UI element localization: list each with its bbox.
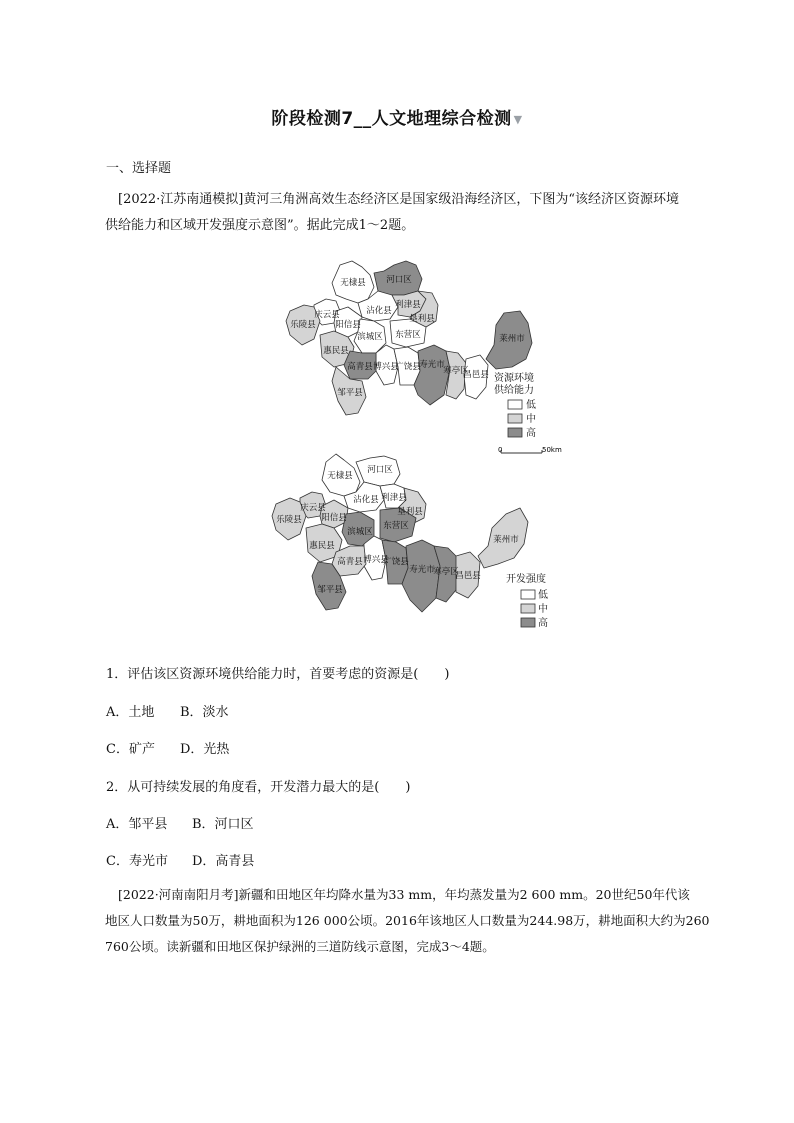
label2-lijin: 利津县 — [381, 493, 407, 503]
development-intensity-map — [270, 452, 570, 642]
q2-option-d[interactable]: D．高青县 — [192, 854, 255, 869]
intro2-line2: 地区人口数量为50万，耕地面积为126 000公顷。2016年该地区人口数量为244.98万，耕地面积大约为260 — [105, 913, 710, 928]
label2-yangxin: 阳信县 — [321, 513, 347, 523]
map1-legend — [494, 371, 536, 439]
label-shouguang: 寿光市 — [419, 360, 445, 370]
label-qingyun: 庆云县 — [314, 310, 340, 320]
label2-changyi: 昌邑县 — [455, 571, 481, 581]
intro2-line3: 760公顷。读新疆和田地区保护绿洲的三道防线示意图，完成3～4题。 — [105, 939, 495, 954]
label-changyi: 昌邑县 — [463, 370, 489, 380]
label-hekou: 河口区 — [386, 275, 412, 285]
map2-legend-mid: 中 — [538, 604, 548, 615]
label-zouping: 邹平县 — [337, 388, 363, 398]
map1-legend-mid: 中 — [526, 414, 536, 425]
label2-guangrao: 广饶县 — [383, 557, 409, 567]
q1-option-c[interactable]: C．矿产 — [106, 742, 155, 757]
map2-legend-title: 开发强度 — [506, 574, 546, 585]
legend2-swatch-high — [521, 618, 535, 627]
label2-dongying: 东营区 — [383, 521, 409, 531]
map1-legend-title-2: 供给能力 — [494, 385, 534, 396]
label2-gaoqing: 高青县 — [337, 557, 363, 567]
label-hanting: 寒亭区 — [443, 366, 469, 376]
q2-option-a[interactable]: A．邹平县 — [106, 817, 168, 832]
label2-laoling: 乐陵县 — [276, 515, 302, 525]
label-laoling: 乐陵县 — [290, 320, 316, 330]
intro-paragraph-1 — [105, 187, 737, 239]
label-guangrao: 广饶县 — [395, 362, 421, 372]
intro1-line2: 供给能力和区域开发强度示意图”。据此完成1～2题。 — [105, 218, 415, 233]
label-lijin: 利津县 — [395, 300, 421, 310]
scale-distance: 50km — [542, 446, 562, 454]
label2-huimin: 惠民县 — [309, 541, 335, 551]
label2-qingyun: 庆云县 — [300, 503, 326, 513]
page-title — [0, 104, 794, 129]
legend-swatch-low — [508, 400, 522, 409]
label-wudi: 无棣县 — [340, 278, 366, 288]
legend-swatch-mid — [508, 414, 522, 423]
q1-option-a[interactable]: A．土地 — [106, 705, 155, 720]
label2-zhanhua: 沾化县 — [353, 495, 379, 505]
label-laizhou: 莱州市 — [499, 334, 525, 344]
label-huimin: 惠民县 — [323, 346, 349, 356]
label2-shouguang: 寿光市 — [409, 565, 435, 575]
question-2-stem: 2．从可持续发展的角度看，开发潜力最大的是( ) — [106, 780, 411, 795]
label2-kenli: 垦利县 — [397, 507, 423, 517]
intro2-line1: [2022·河南南阳月考]新疆和田地区年均降水量为33 mm，年均蒸发量为2 600 mm。20世纪50年代该 — [118, 887, 690, 902]
legend2-swatch-mid — [521, 604, 535, 613]
label-bincheng: 滨城区 — [357, 332, 383, 342]
label2-bincheng: 滨城区 — [347, 527, 373, 537]
intro-paragraph-2 — [105, 882, 737, 960]
dropdown-arrow-icon[interactable]: ▼ — [513, 112, 523, 126]
label2-boxing: 博兴县 — [363, 555, 389, 565]
map2-legend-low: 低 — [538, 590, 548, 601]
scale-zero: 0 — [498, 446, 503, 454]
q1-option-d[interactable]: D．光热 — [180, 742, 230, 757]
map1-legend-title-1: 资源环境 — [494, 373, 534, 384]
label-kenli: 垦利县 — [409, 314, 435, 324]
section-heading: 一、选择题 — [106, 161, 172, 176]
legend-swatch-high — [508, 428, 522, 437]
label2-hekou: 河口区 — [367, 465, 393, 475]
q1-option-b[interactable]: B．淡水 — [180, 705, 229, 720]
page-title-text: 阶段检测7__人文地理综合检测 — [271, 109, 512, 129]
map1-legend-low: 低 — [526, 400, 536, 411]
map1-legend-high: 高 — [526, 428, 536, 439]
intro1-line1: [2022·江苏南通模拟]黄河三角洲高效生态经济区是国家级沿海经济区，下图为“该经济区资源环境 — [118, 192, 680, 207]
label2-zouping: 邹平县 — [317, 585, 343, 595]
label-yangxin: 阳信县 — [335, 320, 361, 330]
label2-laizhou: 莱州市 — [493, 535, 519, 545]
label2-wudi: 无棣县 — [327, 471, 353, 481]
map2-legend — [506, 572, 548, 629]
q2-option-c[interactable]: C．寿光市 — [106, 854, 168, 869]
label-dongying: 东营区 — [395, 330, 421, 340]
q2-option-b[interactable]: B．河口区 — [192, 817, 254, 832]
resource-capacity-map — [280, 255, 580, 460]
legend2-swatch-low — [521, 590, 535, 599]
label-boxing: 博兴县 — [373, 362, 399, 372]
label-zhanhua: 沾化县 — [366, 306, 392, 316]
label-gaoqing: 高青县 — [347, 362, 373, 372]
map2-legend-high: 高 — [538, 618, 548, 629]
label2-hanting: 寒亭区 — [433, 567, 459, 577]
question-1-stem: 1．评估该区资源环境供给能力时，首要考虑的资源是( ) — [106, 667, 450, 682]
